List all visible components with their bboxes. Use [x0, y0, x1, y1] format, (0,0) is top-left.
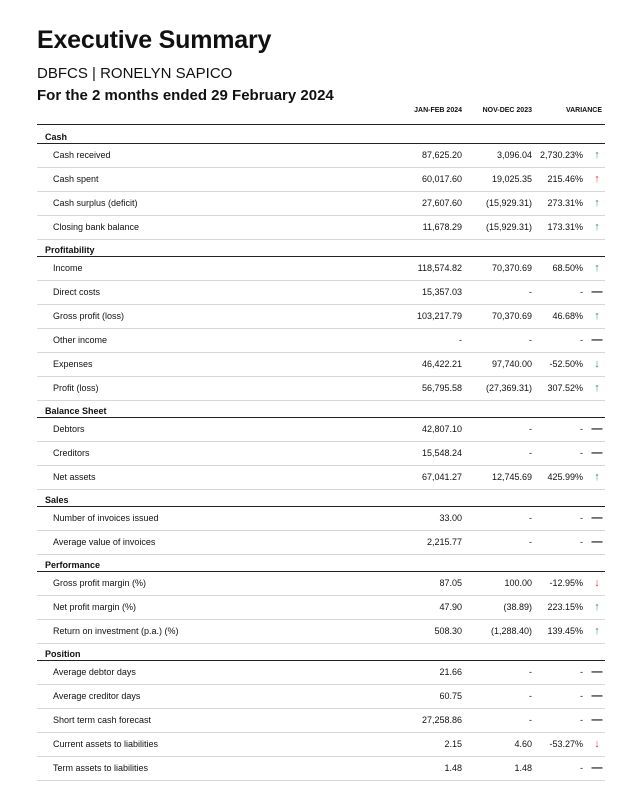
- arrow-up-icon: ↑: [594, 173, 600, 185]
- variance-value: -: [580, 715, 583, 725]
- row-label: Income: [53, 263, 83, 273]
- header-divider: [37, 124, 605, 125]
- prior-value: 100.00: [504, 578, 532, 588]
- arrow-up-icon: ↑: [594, 471, 600, 483]
- column-header-current: JAN-FEB 2024: [414, 107, 462, 114]
- table-row: [37, 531, 605, 555]
- prior-value: (15,929.31): [485, 222, 532, 232]
- row-label: Gross profit (loss): [53, 311, 125, 321]
- prior-value: 3,096.04: [496, 150, 532, 160]
- table-row: [37, 144, 605, 168]
- arrow-up-icon: ↑: [594, 382, 600, 394]
- arrow-up-icon: ↑: [594, 601, 600, 613]
- variance-value: 139.45%: [547, 626, 583, 636]
- row-label: Return on investment (p.a.) (%): [53, 626, 179, 636]
- current-value: 87,625.20: [421, 150, 462, 160]
- prior-value: -: [529, 667, 532, 677]
- variance-value: -: [580, 424, 583, 434]
- arrow-down-icon: ↓: [594, 738, 600, 750]
- section-title: Cash: [37, 131, 605, 144]
- prior-value: 1.48: [514, 763, 532, 773]
- variance-value: -: [580, 667, 583, 677]
- current-value: 56,795.58: [421, 383, 462, 393]
- variance-value: 425.99%: [547, 472, 583, 482]
- variance-value: -: [580, 287, 583, 297]
- prior-value: -: [529, 448, 532, 458]
- arrow-up-icon: ↑: [594, 221, 600, 233]
- row-label: Closing bank balance: [53, 222, 140, 232]
- table-row: [37, 507, 605, 531]
- row-label: Cash received: [53, 150, 111, 160]
- row-label: Current assets to liabilities: [53, 739, 159, 749]
- prior-value: -: [529, 537, 532, 547]
- current-value: 27,258.86: [421, 715, 462, 725]
- current-value: 46,422.21: [421, 359, 462, 369]
- row-label: Average creditor days: [53, 691, 141, 701]
- variance-value: -: [580, 513, 583, 523]
- current-value: 508.30: [434, 626, 462, 636]
- variance-value: 223.15%: [547, 602, 583, 612]
- row-label: Direct costs: [53, 287, 101, 297]
- prior-value: (1,288.40): [490, 626, 532, 636]
- row-label: Debtors: [53, 424, 85, 434]
- table-row: [37, 418, 605, 442]
- prior-value: -: [529, 424, 532, 434]
- section-title: Balance Sheet: [37, 405, 605, 418]
- current-value: 27,607.60: [421, 198, 462, 208]
- current-value: 60.75: [439, 691, 462, 701]
- current-value: 87.05: [439, 578, 462, 588]
- variance-value: -: [580, 537, 583, 547]
- dash-icon: —: [591, 334, 603, 346]
- variance-value: -12.95%: [549, 578, 583, 588]
- section-title: Sales: [37, 494, 605, 507]
- table-row: [37, 168, 605, 192]
- prior-value: -: [529, 287, 532, 297]
- current-value: -: [459, 335, 462, 345]
- arrow-up-icon: ↑: [594, 262, 600, 274]
- current-value: 103,217.79: [416, 311, 462, 321]
- row-label: Average debtor days: [53, 667, 136, 677]
- table-row: [37, 216, 605, 240]
- variance-value: 173.31%: [547, 222, 583, 232]
- prior-value: 70,370.69: [491, 263, 532, 273]
- arrow-up-icon: ↑: [594, 197, 600, 209]
- section-title: Position: [37, 648, 605, 661]
- table-row: [37, 305, 605, 329]
- prior-value: 97,740.00: [491, 359, 532, 369]
- table-row: [37, 281, 605, 305]
- current-value: 118,574.82: [417, 263, 462, 273]
- column-header-prior: NOV-DEC 2023: [482, 107, 532, 114]
- arrow-up-icon: ↑: [594, 310, 600, 322]
- prior-value: 19,025.35: [491, 174, 532, 184]
- table-row: [37, 466, 605, 490]
- row-label: Creditors: [53, 448, 90, 458]
- arrow-up-icon: ↑: [594, 149, 600, 161]
- prior-value: 4.60: [514, 739, 532, 749]
- arrow-down-icon: ↓: [594, 358, 600, 370]
- prior-value: 70,370.69: [491, 311, 532, 321]
- dash-icon: —: [591, 286, 603, 298]
- section-title: Profitability: [37, 244, 605, 257]
- variance-value: -: [580, 763, 583, 773]
- variance-value: 68.50%: [552, 263, 583, 273]
- prior-value: 12,745.69: [491, 472, 532, 482]
- table-row: [37, 709, 605, 733]
- variance-value: 46.68%: [552, 311, 583, 321]
- dash-icon: —: [591, 666, 603, 678]
- table-row: [37, 257, 605, 281]
- variance-value: -: [580, 335, 583, 345]
- current-value: 2.15: [444, 739, 462, 749]
- current-value: 33.00: [439, 513, 462, 523]
- table-row: [37, 353, 605, 377]
- row-label: Gross profit margin (%): [53, 578, 147, 588]
- variance-value: -52.50%: [549, 359, 583, 369]
- current-value: 11,678.29: [422, 222, 462, 232]
- row-label: Average value of invoices: [53, 537, 156, 547]
- row-label: Other income: [53, 335, 108, 345]
- prior-value: -: [529, 691, 532, 701]
- table-row: [37, 572, 605, 596]
- dash-icon: —: [591, 423, 603, 435]
- table-row: [37, 192, 605, 216]
- row-label: Expenses: [53, 359, 93, 369]
- row-label: Net profit margin (%): [53, 602, 137, 612]
- row-label: Net assets: [53, 472, 96, 482]
- arrow-up-icon: ↑: [594, 625, 600, 637]
- prior-value: -: [529, 715, 532, 725]
- variance-value: -: [580, 448, 583, 458]
- dash-icon: —: [591, 714, 603, 726]
- prior-value: -: [529, 335, 532, 345]
- variance-value: -: [580, 691, 583, 701]
- summary-table: [37, 127, 605, 781]
- dash-icon: —: [591, 512, 603, 524]
- row-label: Profit (loss): [53, 383, 99, 393]
- table-row: [37, 620, 605, 644]
- page-title: Executive Summary: [37, 26, 272, 54]
- current-value: 21.66: [439, 667, 462, 677]
- table-row: [37, 377, 605, 401]
- current-value: 67,041.27: [421, 472, 462, 482]
- current-value: 15,357.03: [421, 287, 462, 297]
- report-period: For the 2 months ended 29 February 2024: [37, 87, 334, 104]
- prior-value: (38.89): [503, 602, 532, 612]
- table-row: [37, 596, 605, 620]
- dash-icon: —: [591, 536, 603, 548]
- column-headers: [0, 107, 631, 121]
- table-row: [37, 733, 605, 757]
- column-header-variance: VARIANCE: [565, 107, 602, 114]
- arrow-down-icon: ↓: [594, 577, 600, 589]
- variance-value: 215.46%: [547, 174, 583, 184]
- row-label: Term assets to liabilities: [53, 763, 149, 773]
- row-label: Cash spent: [53, 174, 99, 184]
- current-value: 2,215.77: [426, 537, 462, 547]
- table-row: [37, 685, 605, 709]
- section-title: Performance: [37, 559, 605, 572]
- table-row: [37, 442, 605, 466]
- variance-value: 307.52%: [547, 383, 583, 393]
- table-row: [37, 329, 605, 353]
- organization-subtitle: DBFCS | RONELYN SAPICO: [37, 65, 233, 82]
- prior-value: (15,929.31): [485, 198, 532, 208]
- variance-value: 2,730.23%: [539, 150, 583, 160]
- variance-value: 273.31%: [547, 198, 583, 208]
- current-value: 47.90: [439, 602, 462, 612]
- current-value: 1.48: [444, 763, 462, 773]
- dash-icon: —: [591, 690, 603, 702]
- table-row: [37, 757, 605, 781]
- row-label: Short term cash forecast: [53, 715, 152, 725]
- row-label: Cash surplus (deficit): [53, 198, 138, 208]
- prior-value: -: [529, 513, 532, 523]
- current-value: 15,548.24: [421, 448, 462, 458]
- current-value: 42,807.10: [421, 424, 462, 434]
- current-value: 60,017.60: [421, 174, 462, 184]
- dash-icon: —: [591, 447, 603, 459]
- dash-icon: —: [591, 762, 603, 774]
- row-label: Number of invoices issued: [53, 513, 159, 523]
- variance-value: -53.27%: [549, 739, 583, 749]
- table-row: [37, 661, 605, 685]
- prior-value: (27,369.31): [485, 383, 532, 393]
